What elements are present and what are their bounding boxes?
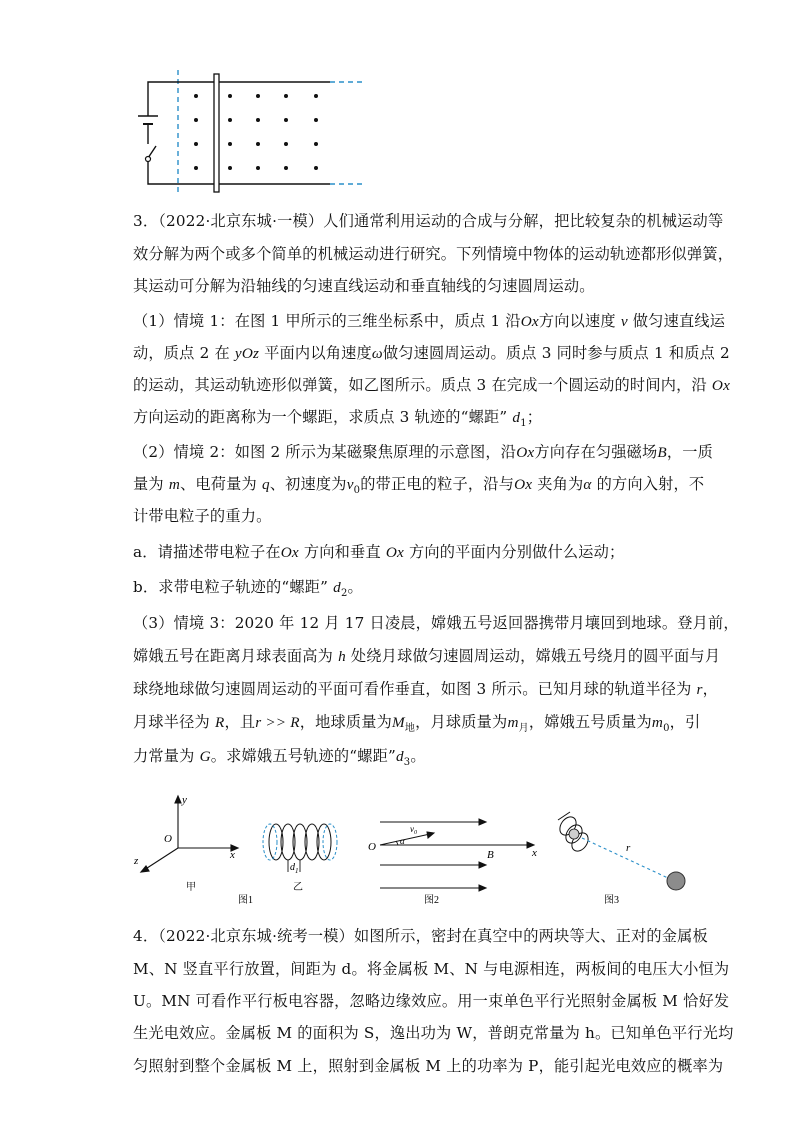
q4-line-3: U。MN 可看作平行板电容器，忽略边缘效应。用一束单色平行光照射金属板 M 恰好发: [133, 992, 730, 1010]
fig1-x-label: x: [230, 849, 235, 861]
fig1-y-label: y: [182, 794, 187, 806]
q3-s1-line-4: 方向运动的距离称为一个螺距，求质点 3 轨迹的“螺距” $d_1$；: [133, 408, 543, 430]
q3-s2-line-2: 量为 m、电荷量为 q、初速度为$v_0$的带正电的粒子，沿与Ox 夹角为α 的方向入射，不: [133, 475, 705, 497]
fig2-origin-label: O: [368, 841, 376, 853]
fig1-caption: 图1: [238, 895, 253, 906]
fig1-helix: [269, 824, 331, 860]
q3-s1-line-3: 的运动，其运动轨迹形似弹簧，如乙图所示。质点 3 在完成一个圆运动的时间内，沿 Ox: [133, 376, 731, 394]
fig1-yi-label: 乙: [293, 882, 303, 893]
q3-s3-line-4: 月球半径为 R，且r >> R，地球质量为$M_地$，月球质量为$m_月$，嫦娥五号质量为$m_0$，引: [133, 713, 701, 735]
moon: [569, 829, 579, 839]
fig3-caption: 图3: [604, 895, 619, 906]
fig3-r-label: r: [626, 842, 631, 854]
fig1-z-label: z: [134, 855, 139, 867]
circuit-figure: [130, 66, 370, 196]
fig1-origin-label: O: [164, 833, 172, 845]
fig1-jia-label: 甲: [186, 882, 196, 893]
q3-s2-line-1: （2）情境 2：如图 2 所示为某磁聚焦原理的示意图，沿Ox方向存在匀强磁场B，一质: [133, 443, 714, 461]
fig1-axes: [141, 796, 238, 872]
magnetic-field-dots: [194, 94, 318, 170]
q3-line-2: 效分解为两个或多个简单的机械运动进行研究。下列情境中物体的运动轨迹都形似弹簧，: [133, 245, 734, 263]
earth: [667, 872, 685, 890]
q3-s3-line-1: （3）情境 3：2020 年 12 月 17 日凌晨，嫦娥五号返回器携带月壤回到地球。登月前，: [133, 614, 739, 632]
fig2-v0-label: $v_0$: [410, 824, 417, 836]
q3-s1-line-1: （1）情境 1：在图 1 甲所示的三维坐标系中，质点 1 沿Ox方向以速度 v 做匀速直线运: [133, 312, 726, 330]
q3-s1-line-2: 动，质点 2 在 yOz 平面内以角速度ω做匀速圆周运动。质点 3 同时参与质点 1 和质点 2: [133, 344, 730, 362]
q3-s3-line-3: 球绕地球做匀速圆周运动的平面可看作垂直，如图 3 所示。已知月球的轨道半径为 r，: [133, 680, 719, 698]
q3-s3-line-2: 嫦娥五号在距离月球表面高为 h 处绕月球做匀速圆周运动，嫦娥五号绕月的圆平面与月: [133, 647, 721, 665]
fig2-x-label: x: [532, 847, 537, 859]
fig1-d1-label: $d_1$: [290, 862, 299, 875]
q4-line-1: 4．（2022·北京东城·统考一模）如图所示，密封在真空中的两块等大、正对的金属板: [133, 927, 708, 945]
q3-s2-b: b．求带电粒子轨迹的“螺距” $d_2$。: [133, 578, 363, 600]
q3-s2-line-3: 计带电粒子的重力。: [133, 507, 272, 525]
q3-line-3: 其运动可分解为沿轴线的匀速直线运动和垂直轴线的匀速圆周运动。: [133, 277, 595, 295]
q4-line-5: 匀照射到整个金属板 M 上，照射到金属板 M 上的功率为 P，能引起光电效应的概率为: [133, 1057, 724, 1075]
circuit-wire: [148, 82, 214, 116]
fig2-alpha-label: α: [400, 836, 405, 846]
figure-row: [130, 790, 700, 910]
q3-line-1: 3．（2022·北京东城·一模）人们通常利用运动的合成与分解，把比较复杂的机械运动等: [133, 212, 724, 230]
q3-s3-line-5: 力常量为 G。求嫦娥五号轨迹的“螺距$”d_3$。: [133, 747, 426, 769]
fig2-B-label: B: [487, 849, 494, 861]
metal-bar: [214, 74, 219, 192]
fig3-orbit-radius: [582, 838, 668, 878]
q4-line-4: 生光电效应。金属板 M 的面积为 S，逸出功为 W，普朗克常量为 h。已知单色平行光均: [133, 1024, 734, 1042]
fig2-field-lines: [380, 819, 534, 891]
q3-s2-a: a．请描述带电粒子在Ox 方向和垂直 Ox 方向的平面内分别做什么运动；: [133, 543, 625, 561]
q4-line-2: M、N 竖直平行放置，间距为 d。将金属板 M、N 与电源相连，两板间的电压大小恒为: [133, 960, 730, 978]
fig2-caption: 图2: [424, 895, 439, 906]
